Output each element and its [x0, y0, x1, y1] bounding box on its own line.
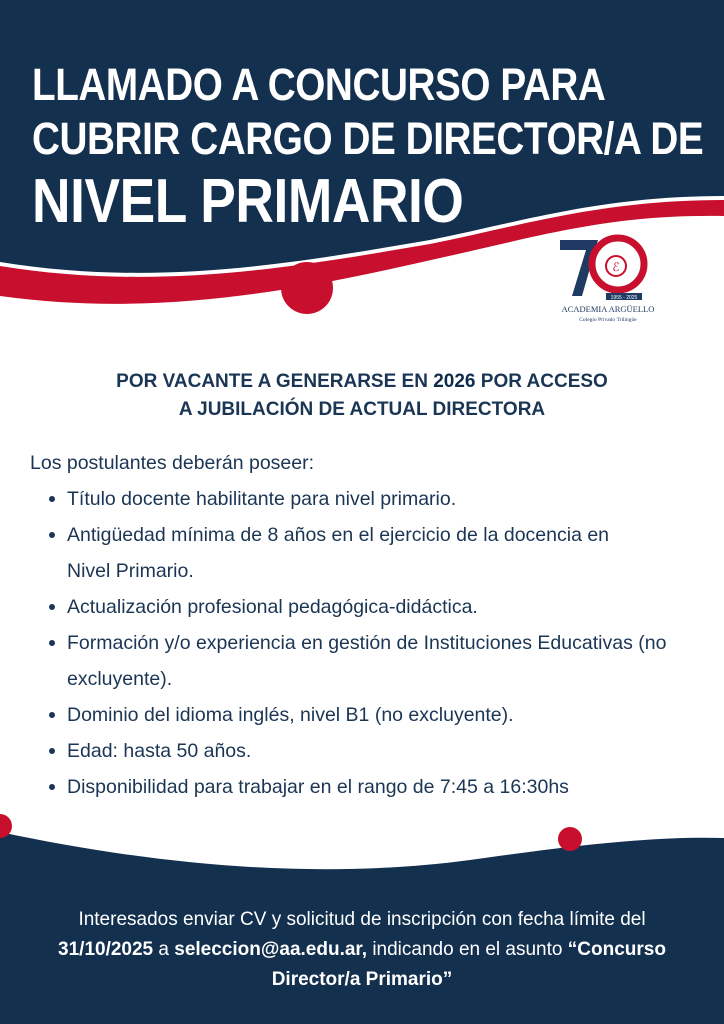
logo-tagline: Colegio Privado Trilingüe: [579, 317, 637, 323]
header-red-dot: [281, 262, 333, 314]
requirements-list: [30, 481, 710, 805]
title-line-3: NIVEL PRIMARIO: [32, 167, 464, 236]
requirement-item: Disponibilidad para trabajar en el rango de 7:45 a 16:30hs: [67, 769, 710, 805]
title-line-2: CUBRIR CARGO DE DIRECTOR/A DE: [32, 113, 704, 164]
requirements-intro: Los postulantes deberán poseer:: [30, 452, 315, 474]
footer-text-1: Interesados enviar CV y solicitud de inscripción con fecha límite del: [78, 909, 646, 930]
vacancy-subheading: [40, 368, 684, 424]
subhead-line-1: [40, 368, 684, 396]
footer-red-dot-right: [558, 827, 582, 851]
poster-title: [32, 58, 712, 238]
footer-text-2: a: [153, 939, 175, 960]
deadline-date: 31/10/2025: [58, 939, 154, 960]
subhead-line-2: A JUBILACIÓN DE ACTUAL DIRECTORA: [178, 399, 546, 420]
requirement-item: Título docente habilitante para nivel primario.: [67, 481, 710, 517]
logo-monogram: ℰ: [612, 260, 620, 274]
subhead-text-a: POR VACANTE A GENERARSE EN: [116, 371, 434, 392]
requirement-item: Dominio del idioma inglés, nivel B1 (no excluyente).: [67, 697, 710, 733]
logo-years: 1955 - 2025: [610, 295, 638, 301]
requirements-section: [30, 448, 710, 805]
subhead-year: 2026: [433, 371, 476, 392]
footer-text-3: indicando en el asunto: [367, 939, 568, 960]
academia-arguello-logo: [552, 230, 662, 330]
logo-name: ACADEMIA ARGÜELLO: [561, 304, 655, 314]
requirement-item: Edad: hasta 50 años.: [67, 733, 710, 769]
requirement-item: Formación y/o experiencia en gestión de Instituciones Educativas (no excluyente).: [67, 625, 667, 697]
application-instructions: [30, 905, 694, 995]
contact-email: seleccion@aa.edu.ar,: [174, 939, 368, 960]
title-line-1: LLAMADO A CONCURSO PARA: [32, 59, 606, 110]
requirement-item: Actualización profesional pedagógica-didáctica.: [67, 589, 710, 625]
subhead-text-b: POR ACCESO: [475, 371, 608, 392]
email-subject: “Concurso Director/a Primario”: [271, 939, 666, 990]
requirement-item: Antigüedad mínima de 8 años en el ejercicio de la docencia en Nivel Primario.: [67, 517, 627, 589]
